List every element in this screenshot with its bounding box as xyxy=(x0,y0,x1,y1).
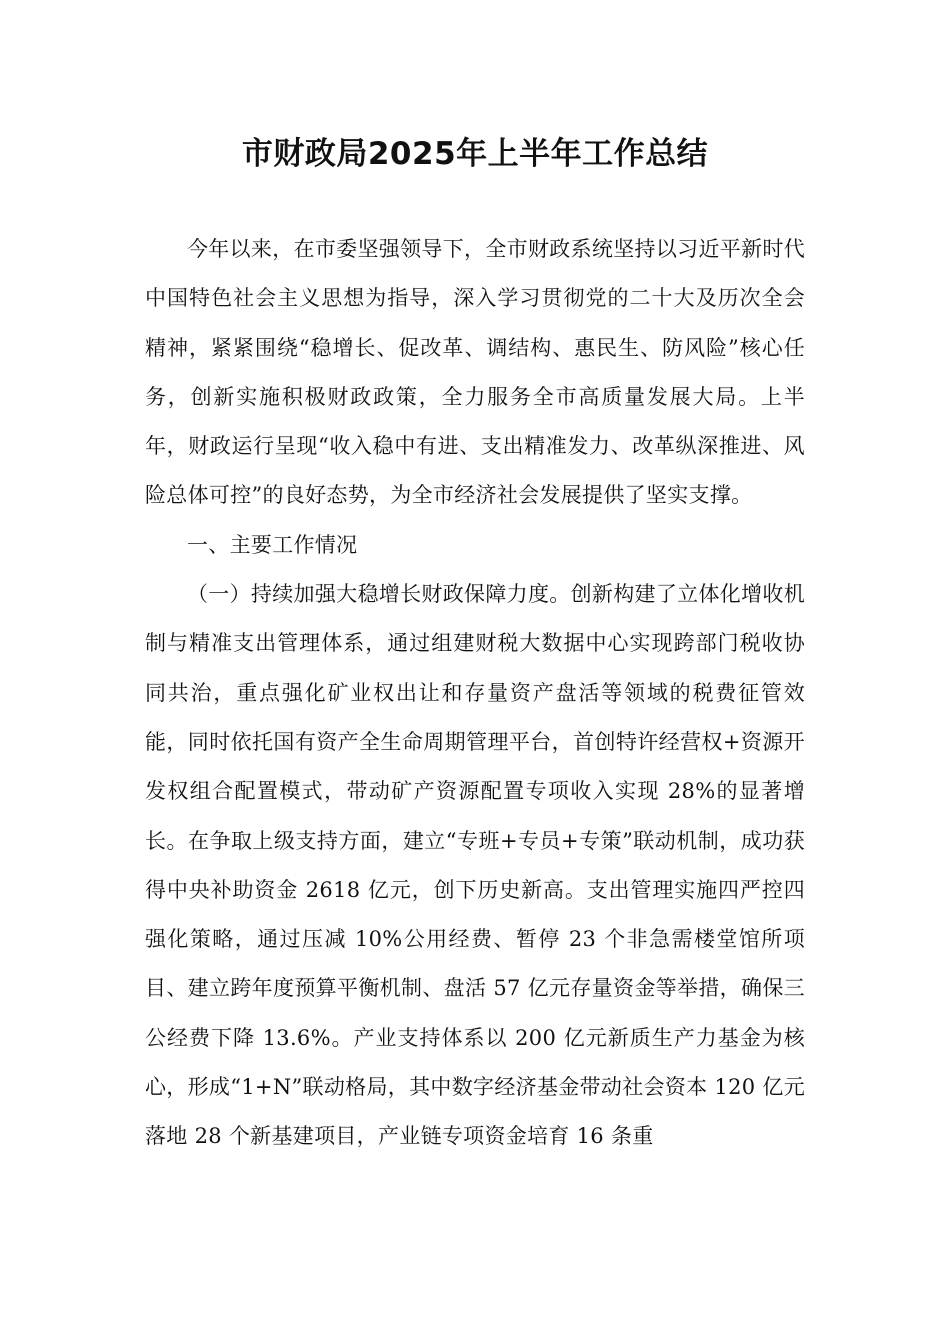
subsection-paragraph-stable-growth xyxy=(145,570,805,1162)
intro-paragraph: 今年以来，在市委坚强领导下，全市财政系统坚持以习近平新时代中国特色社会主义思想为指导，深入学习贯彻党的二十大及历次全会精神，紧紧围绕“稳增长、促改革、调结构、惠民生、防风险”核心任务，创新实施积极财政政策，全力服务全市高质量发展大局。上半年，财政运行呈现“收入稳中有进、支出精准发力、改革纵深推进、风险总体可控”的良好态势，为全市经济社会发展提供了坚实支撑。 xyxy=(145,237,805,508)
subsection-text-stable-growth: 创新构建了立体化增收机制与精准支出管理体系，通过组建财税大数据中心实现跨部门税收协同共治，重点强化矿业权出让和存量资产盘活等领域的税费征管效能，同时依托国有资产全生命周期管理平台，首创特许经营权+资源开发权组合配置模式，带动矿产资源配置专项收入实现 28%的显著增长。在争取上级支持方面，建立“专班+专员+专策”联动机制，成功获得中央补助资金 2618 亿元，创下历史新高。支出管理实施四严控四强化策略，通过压减 10%公用经费、暂停 23 个非急需楼堂馆所项目、建立跨年度预算平衡机制、盘活 57 亿元存量资金等举措，确保三公经费下降 13.6%。产业支持体系以 200 亿元新质生产力基金为核心，形成“1+N”联动格局，其中数字经济基金带动社会资本 120 亿元落地 28 个新基建项目，产业链专项资金培育 16 条重 xyxy=(145,582,805,1149)
subsection-heading-stable-growth: （一）持续加强大稳增长财政保障力度。 xyxy=(187,582,571,607)
section-heading-main-work: 一、主要工作情况 xyxy=(187,532,358,557)
document-body xyxy=(145,225,805,1162)
document-title: 市财政局2025年上半年工作总结 xyxy=(241,136,709,172)
